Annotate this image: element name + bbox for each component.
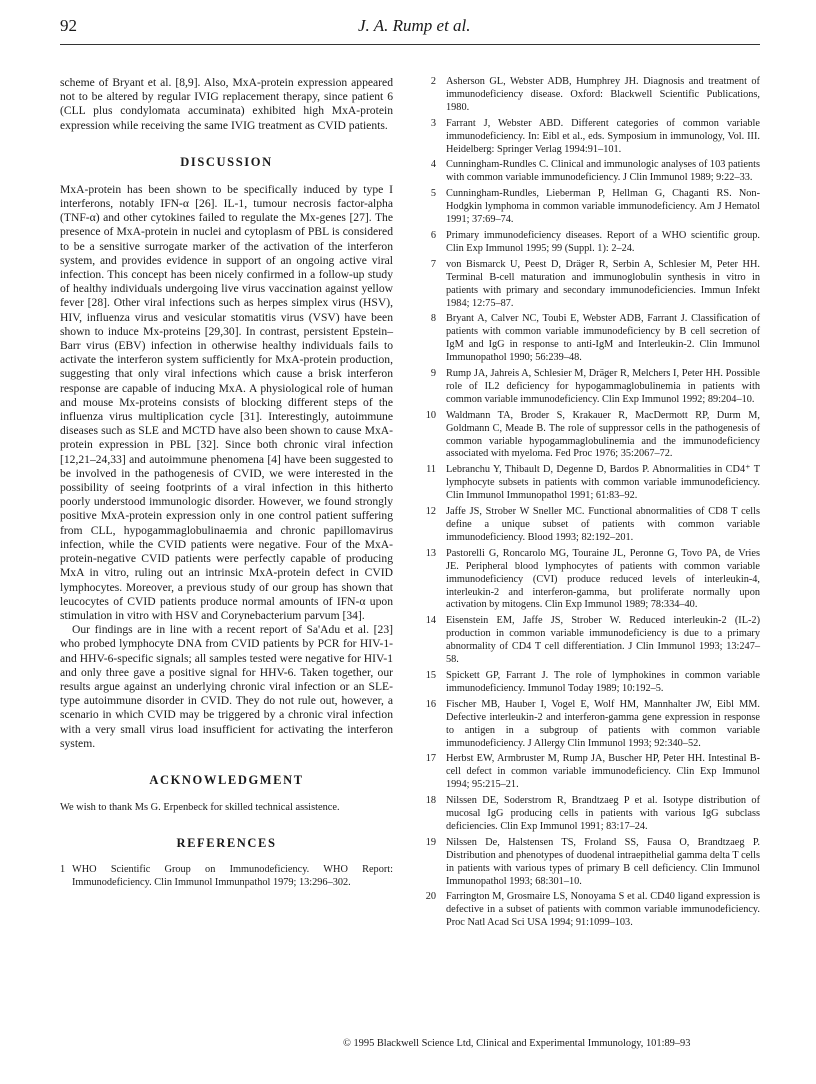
left-column: [60, 76, 393, 893]
reference-number: 4: [430, 159, 436, 171]
reference-number: 11: [426, 464, 436, 476]
reference-text: Lebranchu Y, Thibault D, Degenne D, Bardos P. Abnormalities in CD4⁺ T lymphocyte subsets in patients with common variable immunodeficiency. Clin Immunol Immunopathol 1991; 61:83–92.: [446, 464, 760, 502]
reference-text: Farrant J, Webster ABD. Different categories of common variable immunodeficiency. In: Eibl et al., eds. Symposium in immunology, Vol. III. Heidelberg: Springer Verlag 1994:91–101.: [446, 117, 760, 155]
reference-item: [418, 699, 760, 751]
reference-number: 18: [425, 795, 436, 807]
reference-item: [418, 506, 760, 545]
page-number: 92: [60, 16, 77, 35]
reference-item: [418, 464, 760, 503]
reference-text: WHO Scientific Group on Immunodeficiency. WHO Report: Immunodeficiency. Clin Immunol Immunpathol 1979; 13:296–302.: [72, 863, 393, 888]
reference-number: 7: [430, 258, 436, 270]
reference-text: Nilssen DE, Soderstrom R, Brandtzaeg P et al. Isotype distribution of mucosal IgG producing cells in patients with various IgG subclass deficiencies. Clin Exp Immunol 1991; 83:17–24.: [446, 795, 760, 832]
reference-number: 16: [425, 698, 436, 710]
reference-text: Rump JA, Jahreis A, Schlesier M, Dräger R, Melchers I, Peter HH. Possible role of IL2 deficiency for hypogammaglobulinemia in patients with common variable immunodeficiency. Clin Exp Immunol 1992; 89:204–10.: [446, 368, 760, 405]
reference-number: 17: [425, 753, 436, 765]
reference-text: Nilssen De, Halstensen TS, Froland SS, Fausa O, Brandtzaeg P. Distribution and phenotypes of duodenal intraepithelial gamma delta T cells in patients with various types of primary B cell deficiency. Clin Immunol Immunopathol 1993; 68:301–10.: [446, 836, 760, 887]
reference-item: [418, 230, 760, 256]
reference-text: Jaffe JS, Strober W Sneller MC. Functional abnormalities of CD8 T cells define a unique subset of patients with common variable immunodeficiency. Blood 1993; 82:192–201.: [446, 506, 760, 543]
reference-text: Bryant A, Calver NC, Toubi E, Webster ADB, Farrant J. Classification of patients with common variable immunodeficiency by B cell secretion of IgM and IgG in response to anti-IgM and Interleukin-2. Clin Immunol Immunopathol 1990; 56:239–48.: [446, 313, 760, 364]
reference-number: 3: [430, 117, 436, 129]
discussion-heading: DISCUSSION: [180, 154, 273, 169]
reference-item: [418, 753, 760, 792]
reference-text: Primary immunodeficiency diseases. Report of a WHO scientific group. Clin Exp Immunol 1995; 99 (Suppl. 1): 2–24.: [446, 229, 760, 254]
intro-paragraph: scheme of Bryant et al. [8,9]. Also, MxA-protein expression appeared not to be altered by regular IVIG replacement therapy, since patient 6 (CLL plus condylomata accuminata) exhibited high MxA-protein expression while receiving the same IVIG treatment as CVID patients.: [60, 76, 393, 132]
reference-number: 12: [425, 506, 436, 518]
reference-number: 2: [430, 76, 436, 87]
reference-item: [418, 76, 760, 115]
reference-text: Pastorelli G, Roncarolo MG, Touraine JL, Peronne G, Tovo PA, de Vries JE. Peripheral blood lymphocytes of patients with common variable immunodeficiency (CVI) produce reduced levels of interleukin-4, interleukin-2 and interferon-gamma, but proliferate normally upon activation by mitogens. Clin Exp Immunol 1989; 78:334–40.: [446, 547, 760, 611]
reference-text: Fischer MB, Hauber I, Vogel E, Wolf HM, Mannhalter JW, Eibl MM. Defective interleukin-2 and interferon-gamma gene expression in response to antigen in a subgroup of patients with common variable immunodeficiency. J Allergy Clin Immunol 1993; 92:340–52.: [446, 698, 760, 749]
reference-number: 8: [430, 313, 436, 325]
reference-number: 15: [425, 669, 436, 681]
reference-text: Eisenstein EM, Jaffe JS, Strober W. Reduced interleukin-2 (IL-2) production in common variable immunodeficiency is due to a primary abnormality of CD4 T cell differentiation. J Clin Immunol 1993; 13:247–58.: [446, 615, 760, 666]
reference-item: [418, 670, 760, 696]
reference-item: [418, 795, 760, 834]
reference-text: von Bismarck U, Peest D, Dräger R, Serbin A, Schlesier M, Peter HH. Terminal B-cell maturation and immunoglobulin synthesis in vitro in patients with primary and secondary immunodeficiencies. Immun Infekt 1984; 12:75–87.: [446, 258, 760, 309]
reference-text: Herbst EW, Armbruster M, Rump JA, Buscher HP, Peter HH. Intestinal B-cell defect in common variable immunodeficiency. Clin Exp Immunol 1994; 95:215–21.: [446, 753, 760, 791]
reference-text: Waldmann TA, Broder S, Krakauer R, MacDermott RP, Durm M, Goldmann C, Meade B. The role of suppressor cells in the pathogenesis of common variable hypogammaglobulinemia and the immunodeficiency associated with myeloma. Fed Proc 1976; 35:2067–72.: [446, 409, 760, 460]
reference-number: 6: [430, 229, 436, 241]
reference-number: 20: [425, 891, 436, 903]
running-head: J. A. Rump et al.: [358, 16, 471, 35]
discussion-paragraph-2: Our findings are in line with a recent report of Sa'Adu et al. [23] who probed lymphocyte DNA from CVID patients by PCR for HIV-1- and HHV-6-specific signals; all samples tested were negative for HIV-1 and only three gave a positive signal for HHV-6. Taken together, our results argue against an underlying chronic viral infection or an SLE-type autoimmune disorder in CVID. They do not rule out, however, a scenario in which CVID may be triggered by a chronic viral infection with a very small virus load insufficient for activating the interferon system.: [60, 623, 393, 750]
reference-item: [418, 837, 760, 889]
reference-item: [418, 188, 760, 227]
reference-number: 13: [425, 547, 436, 559]
reference-text: Cunningham-Rundles, Lieberman P, Hellman G, Chaganti RS. Non-Hodgkin lymphoma in common variable immunodeficiency. Am J Hematol 1991; 37:69–74.: [446, 188, 760, 226]
reference-item: [60, 864, 393, 890]
reference-item: [418, 159, 760, 185]
reference-number: 9: [430, 368, 436, 380]
reference-item: [418, 615, 760, 667]
reference-item: [418, 410, 760, 462]
copyright-footer: © 1995 Blackwell Science Ltd, Clinical and Experimental Immunology, 101:89–93: [343, 1038, 691, 1049]
reference-text: Farrington M, Grosmaire LS, Nonoyama S et al. CD40 ligand expression is defective in a subset of patients with common variable immunodeficiency. Proc Natl Acad Sci USA 1994; 91:1099–103.: [446, 891, 760, 929]
reference-item: [418, 313, 760, 365]
reference-number: 10: [425, 409, 436, 421]
reference-text: Cunningham-Rundles C. Clinical and immunologic analyses of 103 patients with common variable immunodeficiency. J Clin Immunol 1989; 9:22–33.: [446, 159, 760, 184]
right-column: [418, 76, 760, 933]
acknowledgment-heading: ACKNOWLEDGMENT: [149, 772, 304, 787]
discussion-paragraph-1: MxA-protein has been shown to be specifically induced by type I interferons, notably IFN-α [26]. IL-1, tumour necrosis factor-alpha (TNF-α) and other cytokines failed to regulate the Mx-genes [27]. The presence of MxA-protein in nuclei and cytoplasm of PBL is considered to be a sensitive surrogate marker of the activation of the interferon system, and provides evidence in support of an ongoing active viral infection. This concept has been nicely confirmed in a follow-up study of healthy individuals undergoing live virus vaccination against yellow fever [28]. Other viral infections such as herpes simplex virus (HSV), HIV, influenza virus and vesicular stomatitis virus (VSV) have been shown to induce Mx-proteins [29,30]. In contrast, persistent Epstein–Barr virus (EBV) infection in otherwise healthy individuals fails to activate the interferon system sufficiently for MxA-protein production, suggesting that only viral infections which cause a brisk interferon response are capable of inducing MxA. A physiological role of human and mouse Mx-proteins consists of blocking different steps of the influenza virus multiplication cycle [31]. Interestingly, autoimmune diseases such as SLE and MCTD have also been shown to cause MxA-protein expression in PBL [32]. Since both chronic viral infection [12,21–24,33] and autoimmune phenomena [4] have been suggested to be involved in the pathogenesis of CVID, we were interested in the possibility of seeing footprints of a viral infection in this hitherto poorly understood immunologic disorder. However, we found strongly positive MxA-protein expression only in one control patient suffering from CLL, hypogammaglobulinaemia and chronic papillomavirus infection, while the CVID patients were negative. Four of the MxA-protein-negative CVID patients were perfectly capable of producing MxA in vitro, ruling out an intrinsic MxA-protein defect in CVID lymphocytes. Moreover, a previous study of our group has shown that leucocytes of CVID patients produce normal amounts of IFN-α upon stimulation in vitro with HSV and Corynebacterium parvum [34].: [60, 182, 393, 622]
reference-text: Asherson GL, Webster ADB, Humphrey JH. Diagnosis and treatment of immunodeficiency disease. Oxford: Blackwell Scientific Publications, 1980.: [446, 76, 760, 113]
acknowledgment-text: We wish to thank Ms G. Erpenbeck for skilled technical assistence.: [60, 801, 340, 813]
reference-text: Spickett GP, Farrant J. The role of lymphokines in common variable immunodeficiency. Immunol Today 1989; 10:192–5.: [446, 669, 760, 694]
reference-item: [418, 259, 760, 311]
reference-number: 5: [430, 188, 436, 200]
reference-number: 19: [425, 836, 436, 848]
reference-item: [418, 368, 760, 407]
references-heading: REFERENCES: [176, 835, 277, 850]
reference-item: [418, 118, 760, 157]
reference-item: [418, 548, 760, 613]
reference-number: 14: [425, 615, 436, 627]
reference-item: [418, 891, 760, 930]
page-header: [60, 16, 760, 45]
reference-number: 1: [60, 863, 66, 875]
